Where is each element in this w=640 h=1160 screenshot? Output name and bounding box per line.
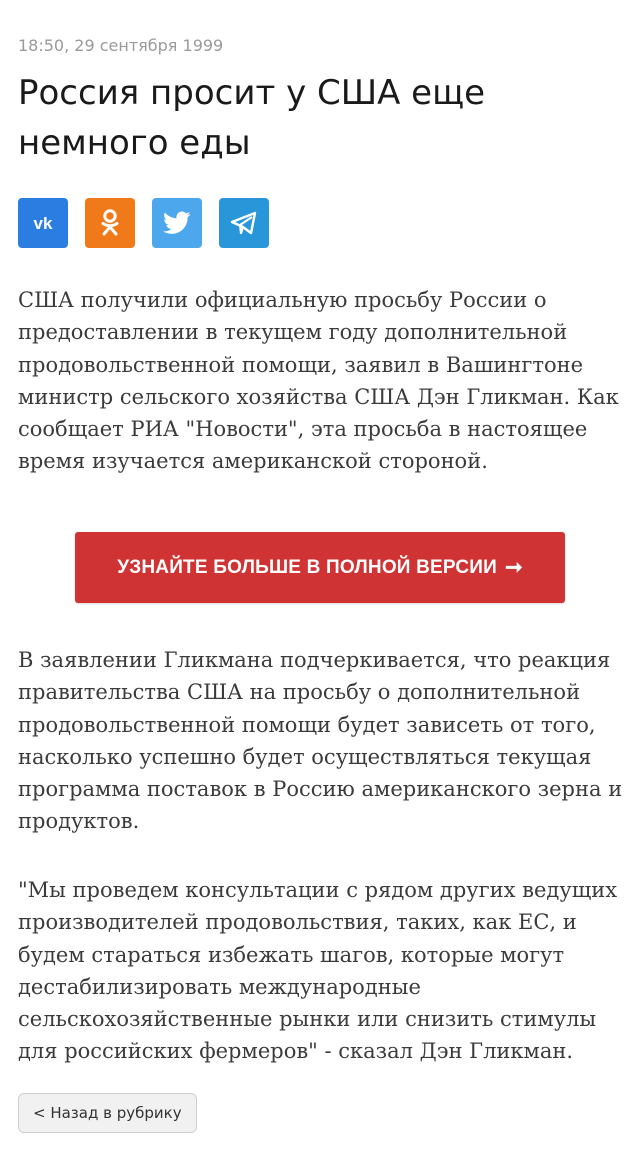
share-vk-button[interactable]: [18, 198, 68, 248]
telegram-icon: [230, 210, 258, 236]
article-timestamp: 18:50, 29 сентября 1999: [18, 36, 224, 55]
article-paragraph: В заявлении Гликмана подчеркивается, что реакция правительства США на просьбу о дополнительной продовольственной помощи будет зависеть от того, насколько успешно будет осуществляться текущая программа поставок в Россию американского зерна и продуктов.: [18, 648, 623, 834]
share-odnoklassniki-button[interactable]: [85, 198, 135, 248]
vk-icon: [28, 213, 58, 233]
full-version-button-label: УЗНАЙТЕ БОЛЬШЕ В ПОЛНОЙ ВЕРСИИ: [117, 556, 497, 578]
odnoklassniki-icon: [98, 208, 122, 238]
share-twitter-button[interactable]: [152, 198, 202, 248]
arrow-right-icon: ➞: [504, 556, 523, 579]
article-paragraph: "Мы проведем консультации с рядом других ведущих производителей продовольствия, таких, как ЕС, и будем стараться избежать шагов, которые могут дестабилизировать международные сельскохозяйственные рынки или снизить стимулы для российских фермеров" - сказал Дэн Гликман.: [18, 878, 618, 1064]
back-to-category-button[interactable]: < Назад в рубрику: [18, 1093, 197, 1133]
share-telegram-button[interactable]: [219, 198, 269, 248]
full-version-button[interactable]: [75, 532, 565, 603]
twitter-icon: [163, 211, 191, 235]
article-title: Россия просит у США еще немного еды: [18, 73, 486, 163]
share-buttons: [18, 198, 286, 248]
article-paragraph: США получили официальную просьбу России о предоставлении в текущем году дополнительной продовольственной помощи, заявил в Вашингтоне министр сельского хозяйства США Дэн Гликман. Как сообщает РИА "Новости", эта просьба в настоящее время изучается американской стороной.: [18, 288, 619, 474]
svg-text:vk: vk: [33, 214, 53, 233]
